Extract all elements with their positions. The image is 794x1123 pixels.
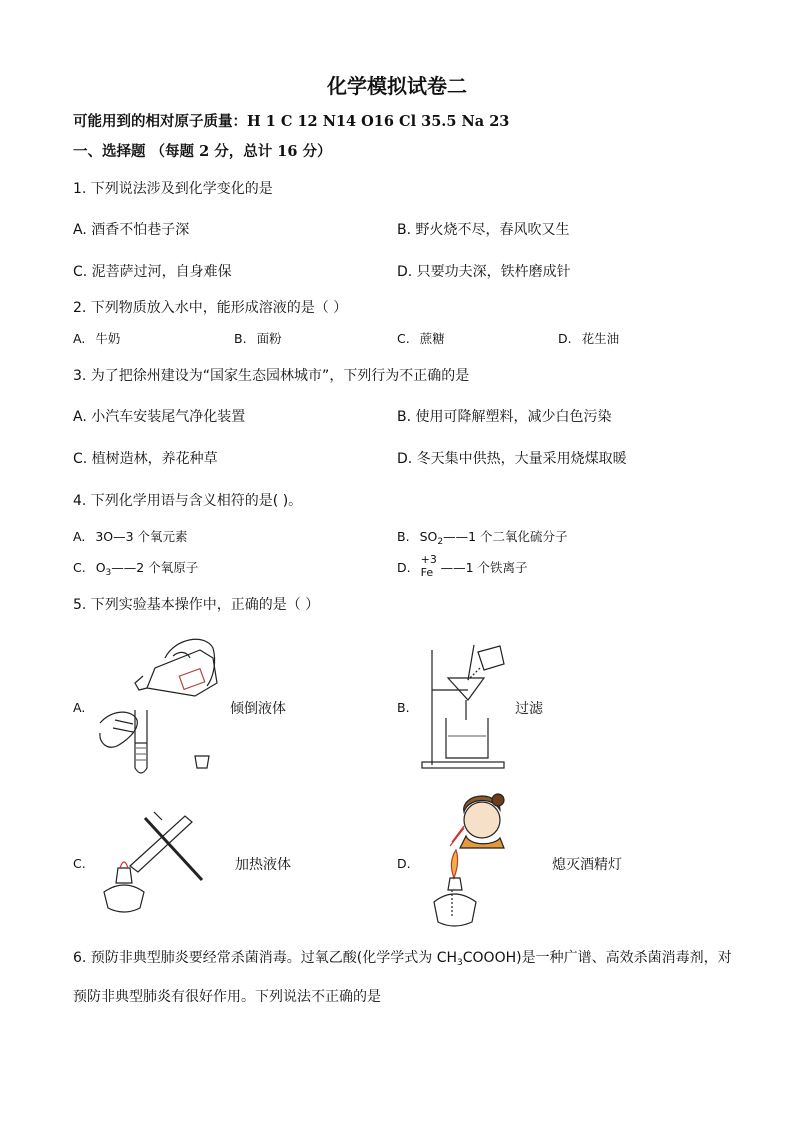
q1-option-a[interactable]: A. 酒香不怕巷子深 (73, 222, 190, 238)
q4-b-letter: B. (397, 529, 410, 544)
q4-d-symbol: Fe (420, 565, 434, 579)
q1-option-b[interactable]: B. 野火烧不尽，春风吹又生 (397, 222, 570, 238)
q6-line-1-subscript: 3 (457, 958, 463, 968)
q2-option-c[interactable] (397, 329, 445, 347)
q4-a-text: 3O—3 个氧元素 (95, 529, 188, 544)
q1-option-c[interactable]: C. 泥菩萨过河，自身难保 (73, 264, 232, 280)
q3-option-c[interactable]: C. 植树造林，养花种草 (73, 451, 218, 467)
q4-c-text: ——2 个氧原子 (111, 560, 199, 575)
q2-option-a[interactable] (73, 329, 120, 347)
q4-option-d[interactable] (397, 552, 528, 579)
q3-option-a[interactable]: A. 小汽车安装尾气净化装置 (73, 409, 246, 425)
q3-stem: 3. 为了把徐州建设为“国家生态园林城市”，下列行为不正确的是 (73, 368, 470, 384)
heating-liquid-figure (90, 808, 210, 923)
q5-c-label: 加热液体 (235, 857, 291, 873)
q4-b-subscript: 2 (437, 537, 444, 547)
q2-a-text: 牛奶 (95, 331, 121, 346)
q2-b-letter: B. (234, 331, 247, 346)
q5-c-letter[interactable]: C. (73, 856, 86, 871)
q6-line-1-pre: 6. 预防非典型肺炎要经常杀菌消毒。过氧乙酸(化学学式为 CH (73, 950, 458, 966)
q4-a-letter: A. (73, 529, 86, 544)
q2-option-b[interactable] (234, 329, 282, 347)
page-title: 化学模拟试卷二 (327, 74, 467, 98)
q5-b-label: 过滤 (515, 701, 543, 717)
extinguish-lamp-figure (430, 790, 550, 930)
q5-a-label: 倾倒液体 (230, 701, 286, 717)
q5-b-letter[interactable]: B. (397, 700, 410, 715)
q1-stem: 1. 下列说法涉及到化学变化的是 (73, 181, 273, 197)
q3-option-b[interactable]: B. 使用可降解塑料，减少白色污染 (397, 409, 612, 425)
q2-stem: 2. 下列物质放入水中，能形成溶液的是（ ） (73, 300, 348, 316)
q4-d-text: ——1 个铁离子 (440, 560, 528, 575)
q4-option-c[interactable] (73, 558, 198, 576)
q4-c-formula: O (95, 560, 106, 575)
section-heading: 一、选择题 （每题 2 分，总计 16 分） (73, 143, 332, 160)
atomic-mass-note: 可能用到的相对原子质量：H 1 C 12 N14 O16 Cl 35.5 Na 23 (73, 113, 510, 130)
q4-d-ion (419, 552, 441, 579)
q4-option-a[interactable] (73, 527, 188, 545)
q5-d-letter[interactable]: D. (397, 856, 411, 871)
q2-d-text: 花生油 (581, 331, 620, 346)
q2-a-letter: A. (73, 331, 86, 346)
q2-option-d[interactable] (558, 329, 619, 347)
q6-line-2: 预防非典型肺炎有很好作用。下列说法不正确的是 (73, 989, 381, 1005)
q4-b-text: ——1 个二氧化硫分子 (443, 529, 568, 544)
q2-c-letter: C. (397, 331, 410, 346)
q2-c-text: 蔗糖 (419, 331, 445, 346)
q5-d-label: 熄灭酒精灯 (552, 857, 622, 873)
q2-d-letter: D. (558, 331, 572, 346)
q6-line-1 (73, 947, 732, 967)
q4-option-b[interactable] (397, 527, 568, 545)
q5-stem: 5. 下列实验基本操作中，正确的是（ ） (73, 597, 320, 613)
q4-d-letter: D. (397, 560, 411, 575)
q5-a-letter[interactable]: A. (73, 700, 86, 715)
q4-stem: 4. 下列化学用语与含义相符的是( )。 (73, 493, 303, 509)
pouring-liquid-figure (95, 628, 230, 778)
q1-option-d[interactable]: D. 只要功夫深，铁杵磨成针 (397, 264, 571, 280)
q4-b-formula: SO (419, 529, 438, 544)
q2-b-text: 面粉 (256, 331, 282, 346)
q4-c-subscript: 3 (105, 568, 112, 578)
q3-option-d[interactable]: D. 冬天集中供热，大量采用烧煤取暖 (397, 451, 627, 467)
q6-line-1-post: COOOH)是一种广谱、高效杀菌消毒剂，对 (462, 950, 732, 966)
q4-d-charge: +3 (420, 552, 437, 566)
q4-c-letter: C. (73, 560, 86, 575)
filtration-figure (418, 640, 513, 770)
